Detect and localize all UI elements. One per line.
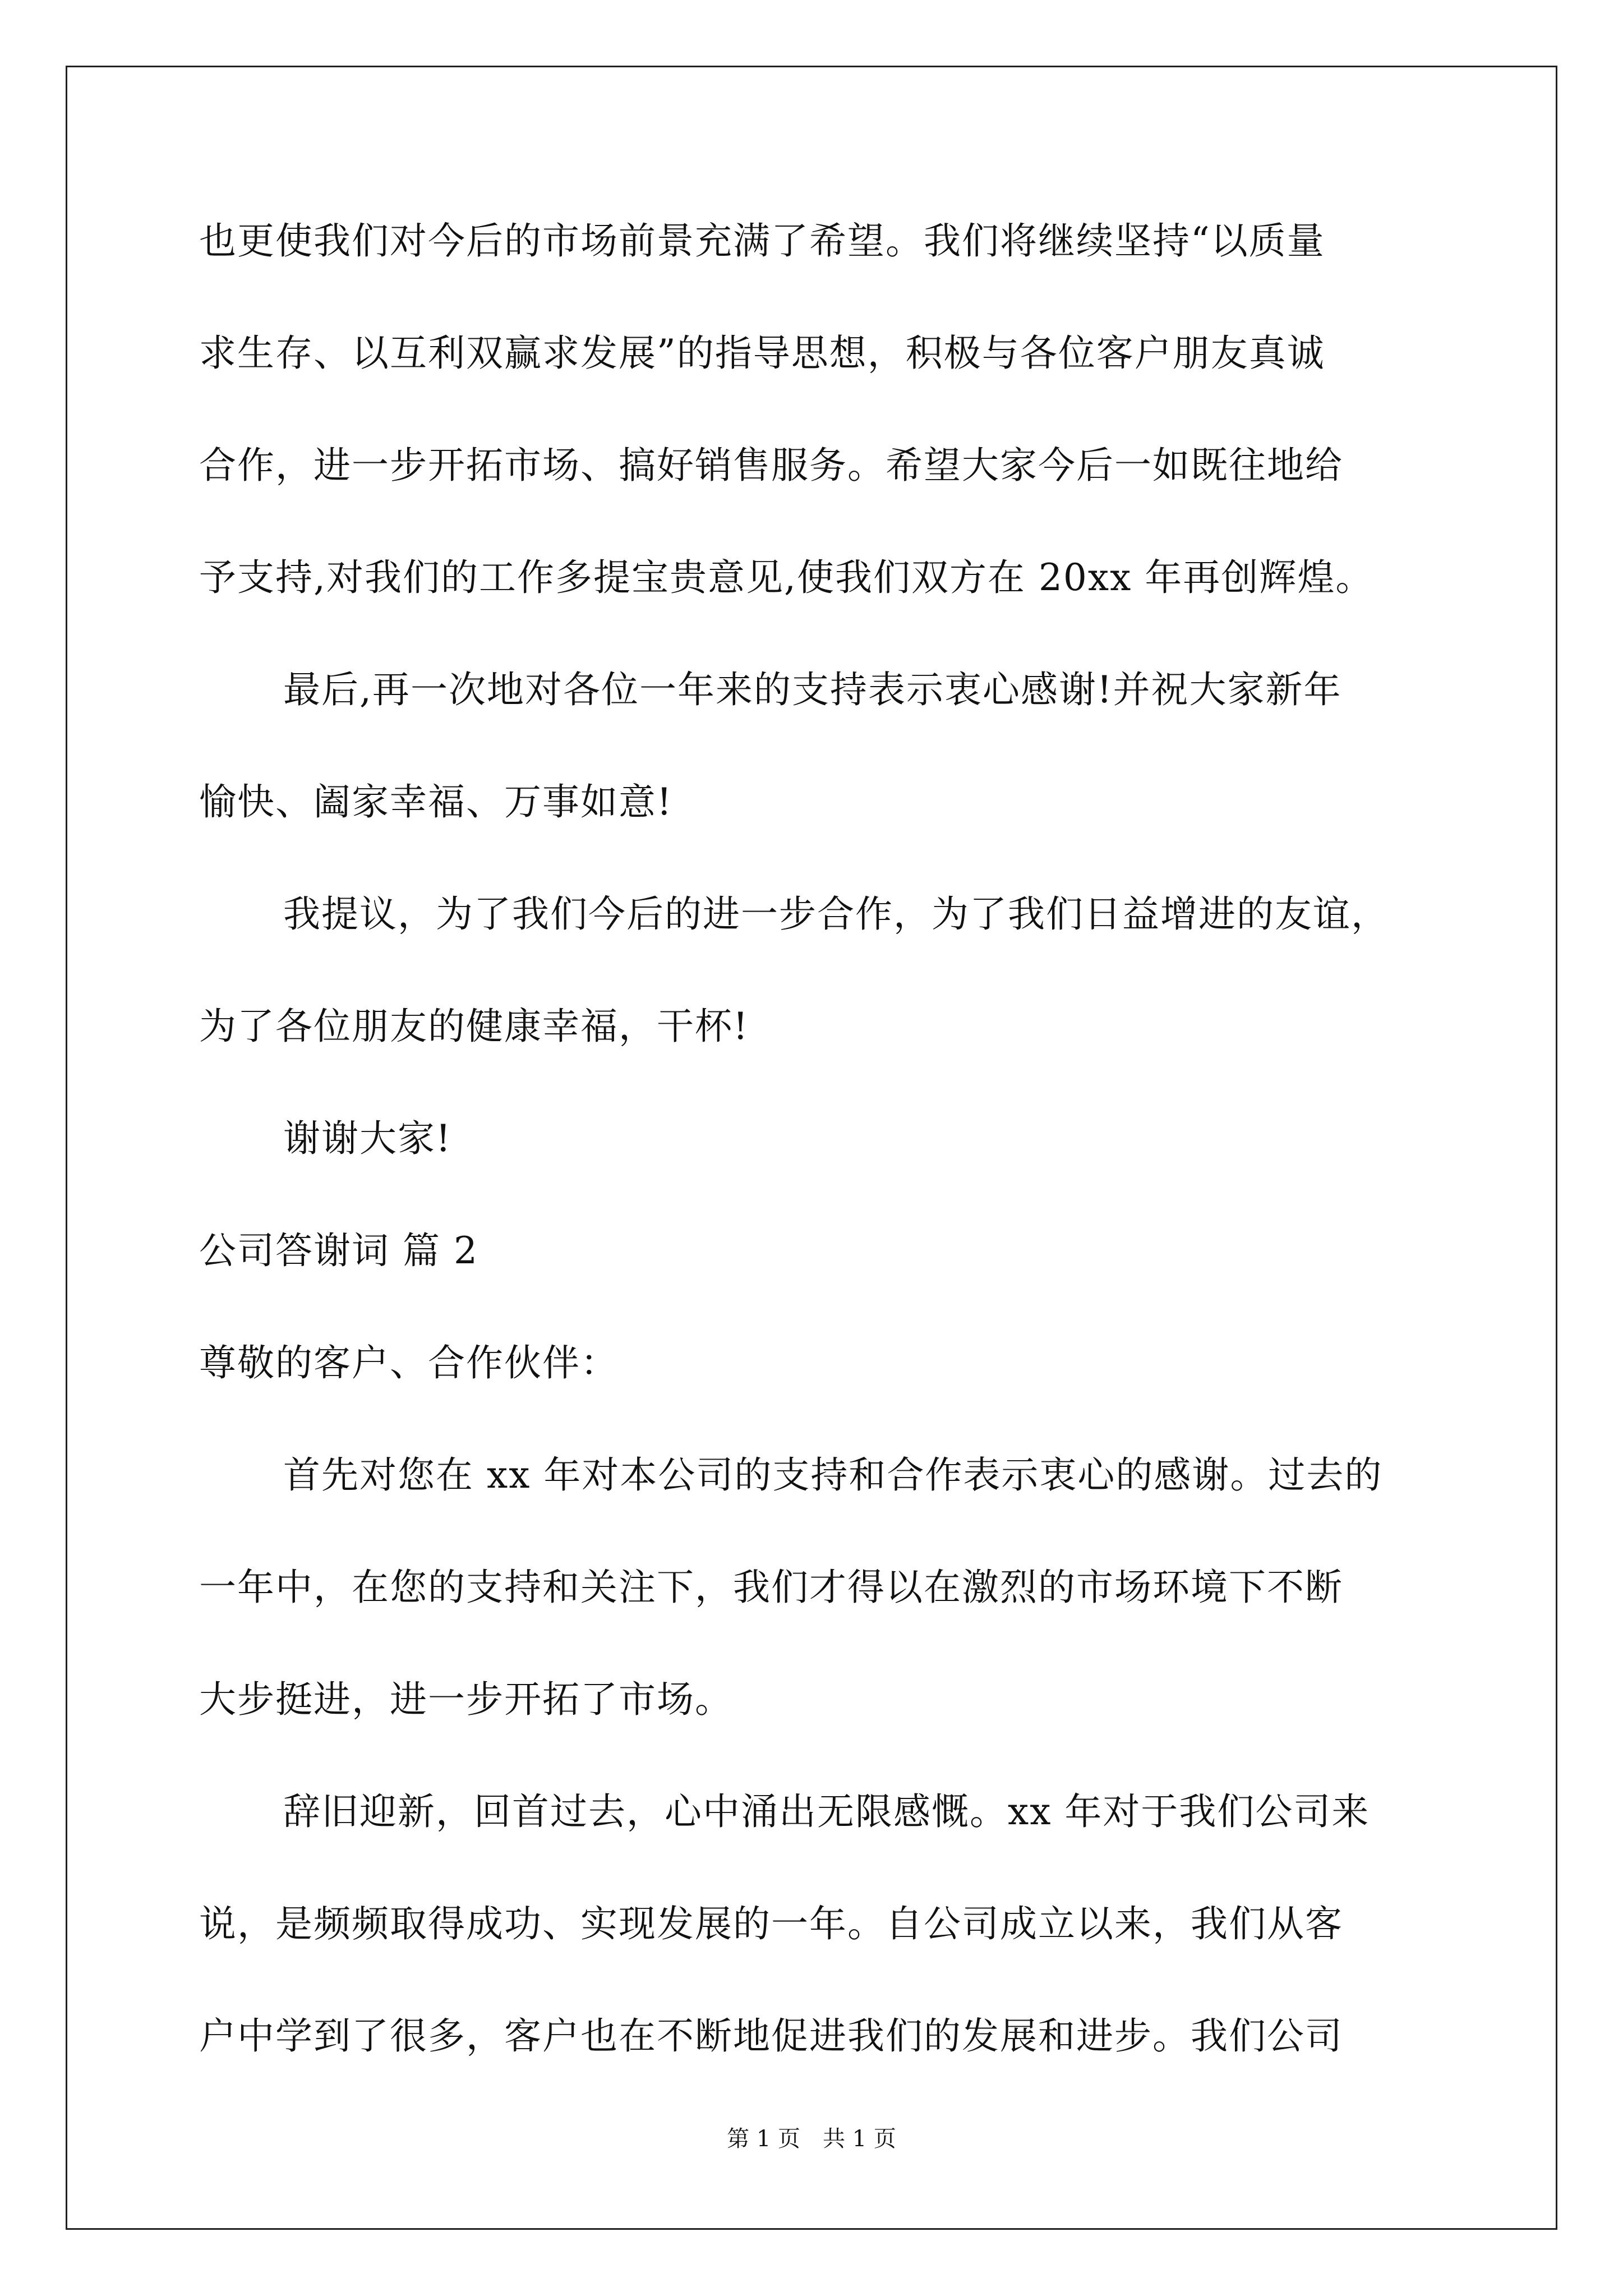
text-line: 大步挺进，进一步开拓了市场。 — [199, 1678, 733, 1721]
text-line: 予支持,对我们的工作多提宝贵意见,使我们双方在 20xx 年再创辉煌。 — [199, 556, 1374, 599]
paragraph-start-line: 我提议，为了我们今后的进一步合作，为了我们日益增进的友谊， — [283, 892, 1389, 936]
paragraph-start-line: 谢谢大家! — [283, 1117, 452, 1160]
text-line: 户中学到了很多，客户也在不断地促进我们的发展和进步。我们公司 — [199, 2014, 1343, 2058]
text-line: 为了各位朋友的健康幸福，干杯! — [199, 1005, 749, 1048]
paragraph-start-line: 辞旧迎新，回首过去，心中涌出无限感慨。xx 年对于我们公司来 — [283, 1790, 1370, 1833]
paragraph-start-line: 首先对您在 xx 年对本公司的支持和合作表示衷心的感谢。过去的 — [283, 1453, 1383, 1497]
text-line: 求生存、以互利双赢求发展”的指导思想，积极与各位客户朋友真诚 — [199, 332, 1325, 375]
page-number-footer: 第 1 页 共 1 页 — [727, 2126, 896, 2152]
text-line: 愉快、阖家幸福、万事如意! — [199, 780, 673, 823]
text-line: 说，是频频取得成功、实现发展的一年。自公司成立以来，我们从客 — [199, 1902, 1343, 1945]
text-line: 也更使我们对今后的市场前景充满了希望。我们将继续坚持“以质量 — [199, 219, 1325, 263]
salutation-line: 尊敬的客户、合作伙伴： — [199, 1341, 619, 1384]
text-line: 合作，进一步开拓市场、搞好销售服务。希望大家今后一如既往地给 — [199, 444, 1343, 487]
paragraph-start-line: 最后,再一次地对各位一年来的支持表示衷心感谢!并祝大家新年 — [283, 668, 1342, 711]
section-heading: 公司答谢词 篇 2 — [199, 1229, 478, 1272]
text-line: 一年中，在您的支持和关注下，我们才得以在激烈的市场环境下不断 — [199, 1566, 1343, 1609]
